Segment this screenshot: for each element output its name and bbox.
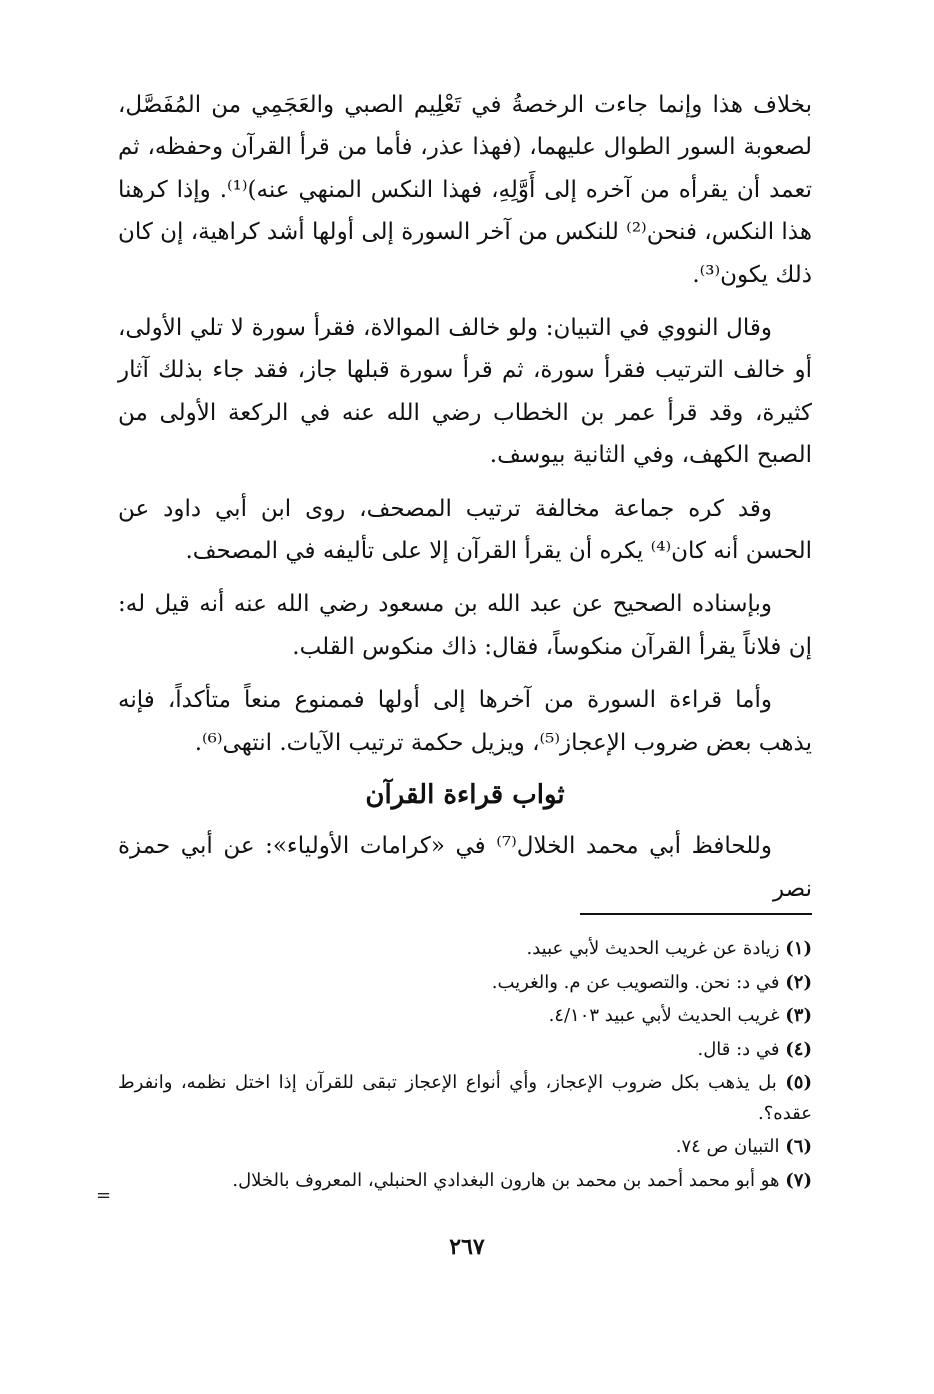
footnote-5 <box>118 1068 812 1129</box>
page-number: ٢٦٧ <box>449 1234 485 1260</box>
footnote-text: هو أبو محمد أحمد بن محمد بن هارون البغدادي الحنبلي، المعروف بالخلال. <box>232 1169 780 1191</box>
footnote-1 <box>118 934 812 965</box>
paragraph-5: وأما قراءة السورة من آخرها إلى أولها فممنوع منعاً متأكداً، فإنه يذهب بعض ضروب الإعجاز⁽⁵⁾، ويزيل حكمة ترتيب الآيات. انتهى⁽⁶⁾. <box>118 687 812 756</box>
footnotes <box>118 934 812 1199</box>
footnote-text: زيادة عن غريب الحديث لأبي عبيد. <box>526 938 780 959</box>
footnote-number: (٢) <box>785 971 812 993</box>
footnote-number: (٧) <box>785 1169 812 1191</box>
paragraph-2: وقال النووي في التبيان: ولو خالف الموالاة، فقرأ سورة لا تلي الأولى، أو خالف الترتيب فقرأ سورة، ثم قرأ سورة قبلها جاز، فقد جاء بذلك آثار كثيرة، وقد قرأ عمر بن الخطاب رضي الله عنه في الركعة الأولى من الصبح الكهف، وفي الثانية بيوسف. <box>118 315 812 469</box>
main-text <box>118 84 812 921</box>
footnote-number: (٦) <box>785 1136 812 1157</box>
footnote-2 <box>118 968 812 999</box>
footnote-3 <box>118 1001 812 1032</box>
paragraph-1: بخلاف هذا وإنما جاءت الرخصةُ في تَعْلِيم الصبي والعَجَمِي من المُفَصَّل، لصعوبة السور الطوال عليهما، (فهذا عذر، فأما من قرأ القرآن وحفظه، ثم تعمد أن يقرأه من آخره إلى أَوَّلِهِ، فهذا النكس المنهي عنه)⁽¹⁾. وإذا كرهنا هذا النكس، فنحن⁽²⁾ للنكس من آخر السورة إلى أولها أشد كراهية، إن كان ذلك يكون⁽³⁾. <box>117 92 812 288</box>
footnote-6 <box>118 1132 812 1163</box>
continuation-mark: = <box>96 1185 112 1206</box>
footnote-text: في د: نحن. والتصويب عن م. والغريب. <box>491 971 780 993</box>
paragraph-6: وللحافظ أبي محمد الخلال⁽⁷⁾ في «كرامات الأولياء»: عن أبي حمزة نصر <box>118 833 812 902</box>
footnote-text: غريب الحديث لأبي عبيد ٤/١٠٣. <box>548 1005 780 1026</box>
footnote-text: بل يذهب بكل ضروب الإعجاز، وأي أنواع الإعجاز تبقى للقرآن إذا اختل نظمه، وانفرط عقده؟. <box>118 1072 812 1124</box>
footnote-number: (٥) <box>785 1072 812 1093</box>
paragraph-3: وقد كره جماعة مخالفة ترتيب المصحف، روى ابن أبي داود عن الحسن أنه كان⁽⁴⁾ يكره أن يقرأ القرآن إلا على تأليفه في المصحف. <box>118 495 812 565</box>
footnote-text: في د: قال. <box>697 1038 780 1060</box>
section-heading: ثواب قراءة القرآن <box>365 780 565 811</box>
footnote-4 <box>118 1035 812 1066</box>
footnote-number: (٣) <box>785 1005 812 1026</box>
paragraph-4: وبإسناده الصحيح عن عبد الله بن مسعود رضي الله عنه أنه قيل له: إن فلاناً يقرأ القرآن منكوساً، فقال: ذاك منكوس القلب. <box>118 591 812 660</box>
footnote-7 <box>118 1166 812 1197</box>
footnote-number: (٤) <box>785 1038 812 1060</box>
footnote-separator <box>580 913 812 915</box>
footnote-number: (١) <box>785 938 812 959</box>
footnote-text: التبيان ص ٧٤. <box>675 1136 780 1157</box>
